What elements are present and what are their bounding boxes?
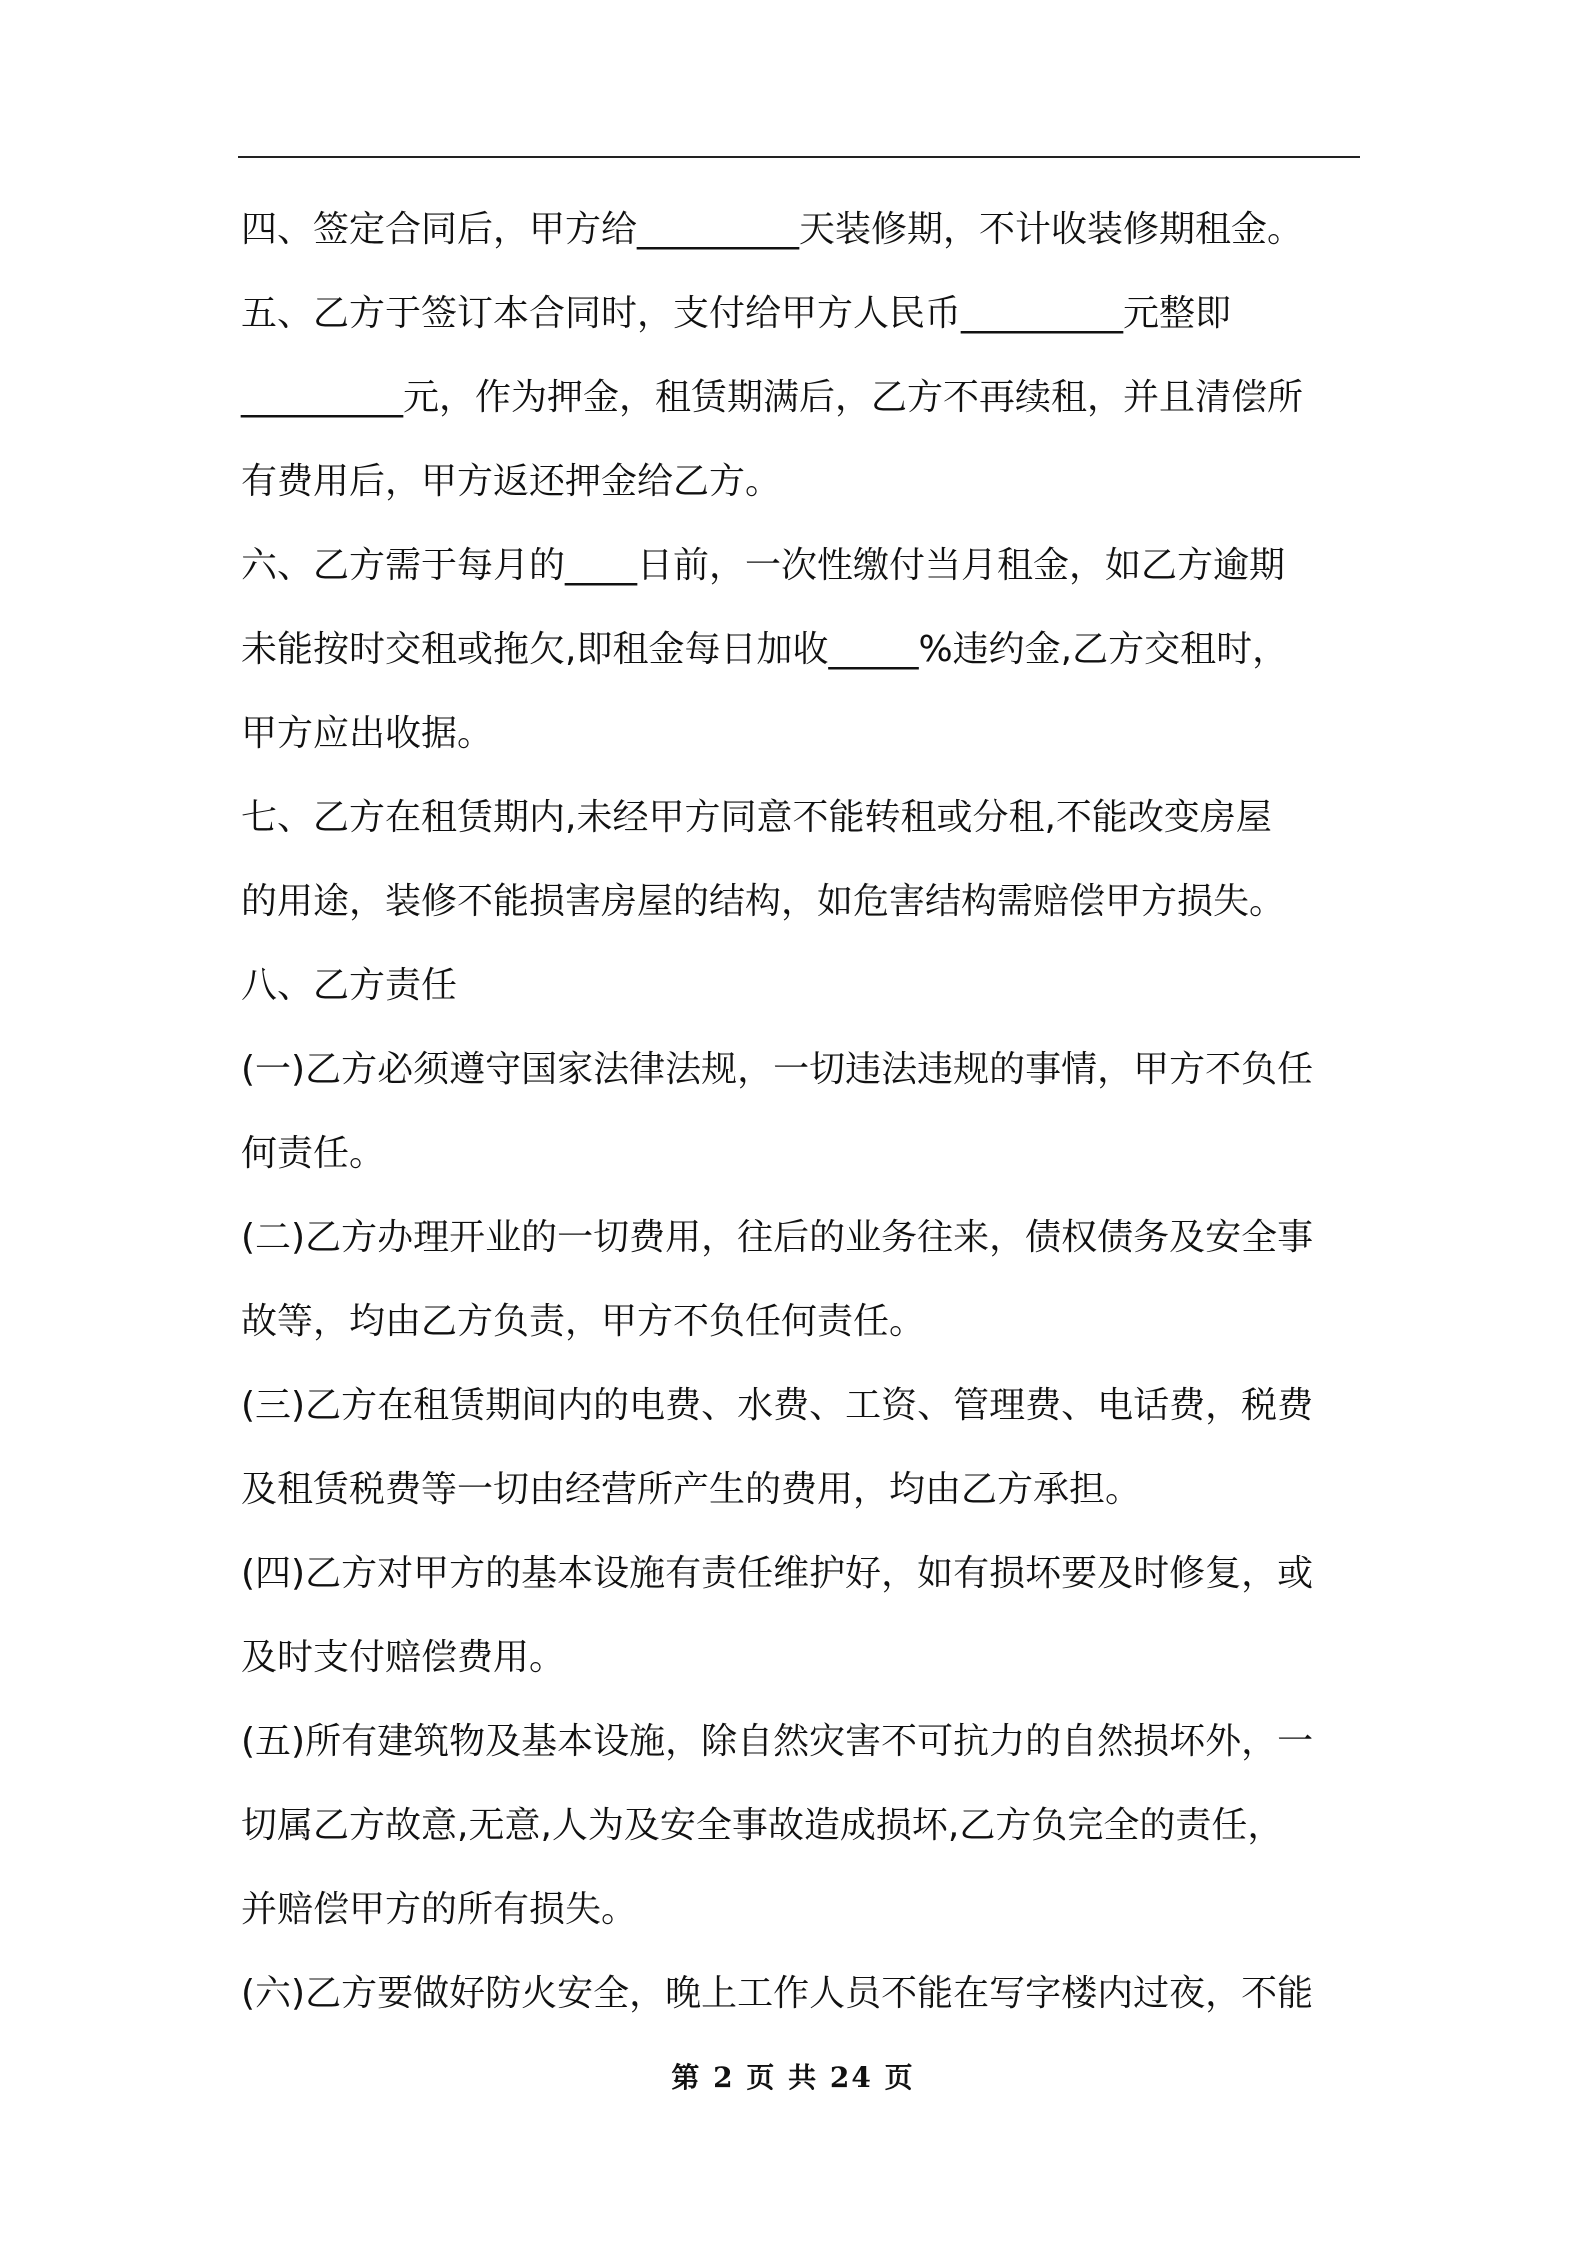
header-rule xyxy=(238,156,1360,158)
line-item-1-a: (一)乙方必须遵守国家法律法规，一切违法违规的事情，甲方不负任 xyxy=(241,1049,1314,1090)
line-item-3-a: (三)乙方在租赁期间内的电费、水费、工资、管理费、电话费，税费 xyxy=(241,1385,1314,1426)
line-item-5-c: 并赔偿甲方的所有损失。 xyxy=(241,1889,638,1930)
line-clause-5-c: 有费用后，甲方返还押金给乙方。 xyxy=(241,461,782,502)
line-clause-8-heading: 八、乙方责任 xyxy=(241,965,458,1006)
line-item-5-b: 切属乙方故意,无意,人为及安全事故造成损坏,乙方负完全的责任， xyxy=(241,1805,1284,1846)
line-item-4-b: 及时支付赔偿费用。 xyxy=(241,1637,566,1678)
line-item-2-b: 故等，均由乙方负责，甲方不负任何责任。 xyxy=(241,1301,926,1342)
line-clause-5-a: 五、乙方于签订本合同时，支付给甲方人民币_________元整即 xyxy=(241,293,1232,334)
line-item-6-a: (六)乙方要做好防火安全，晚上工作人员不能在写字楼内过夜，不能 xyxy=(241,1973,1314,2014)
line-clause-6-a: 六、乙方需于每月的____日前，一次性缴付当月租金，如乙方逾期 xyxy=(241,545,1286,586)
contract-body xyxy=(241,188,1361,2036)
line-item-1-b: 何责任。 xyxy=(241,1133,386,1174)
line-clause-4: 四、签定合同后，甲方给_________天装修期，不计收装修期租金。 xyxy=(241,209,1304,250)
line-item-4-a: (四)乙方对甲方的基本设施有责任维护好，如有损坏要及时修复，或 xyxy=(241,1553,1314,1594)
line-item-2-a: (二)乙方办理开业的一切费用，往后的业务往来，债权债务及安全事 xyxy=(241,1217,1314,1258)
line-clause-7-b: 的用途，装修不能损害房屋的结构，如危害结构需赔偿甲方损失。 xyxy=(241,881,1286,922)
page-number-footer: 第 2 页 共 24 页 xyxy=(671,2061,915,2094)
line-clause-5-b: _________元，作为押金，租赁期满后，乙方不再续租，并且清偿所 xyxy=(241,377,1304,418)
line-clause-6-c: 甲方应出收据。 xyxy=(241,713,494,754)
line-clause-6-b: 未能按时交租或拖欠,即租金每日加收_____%违约金,乙方交租时， xyxy=(241,629,1289,670)
line-item-5-a: (五)所有建筑物及基本设施，除自然灾害不可抗力的自然损坏外，一 xyxy=(241,1721,1314,1762)
line-item-3-b: 及租赁税费等一切由经营所产生的费用，均由乙方承担。 xyxy=(241,1469,1142,1510)
line-clause-7-a: 七、乙方在租赁期内,未经甲方同意不能转租或分租,不能改变房屋 xyxy=(241,797,1272,838)
